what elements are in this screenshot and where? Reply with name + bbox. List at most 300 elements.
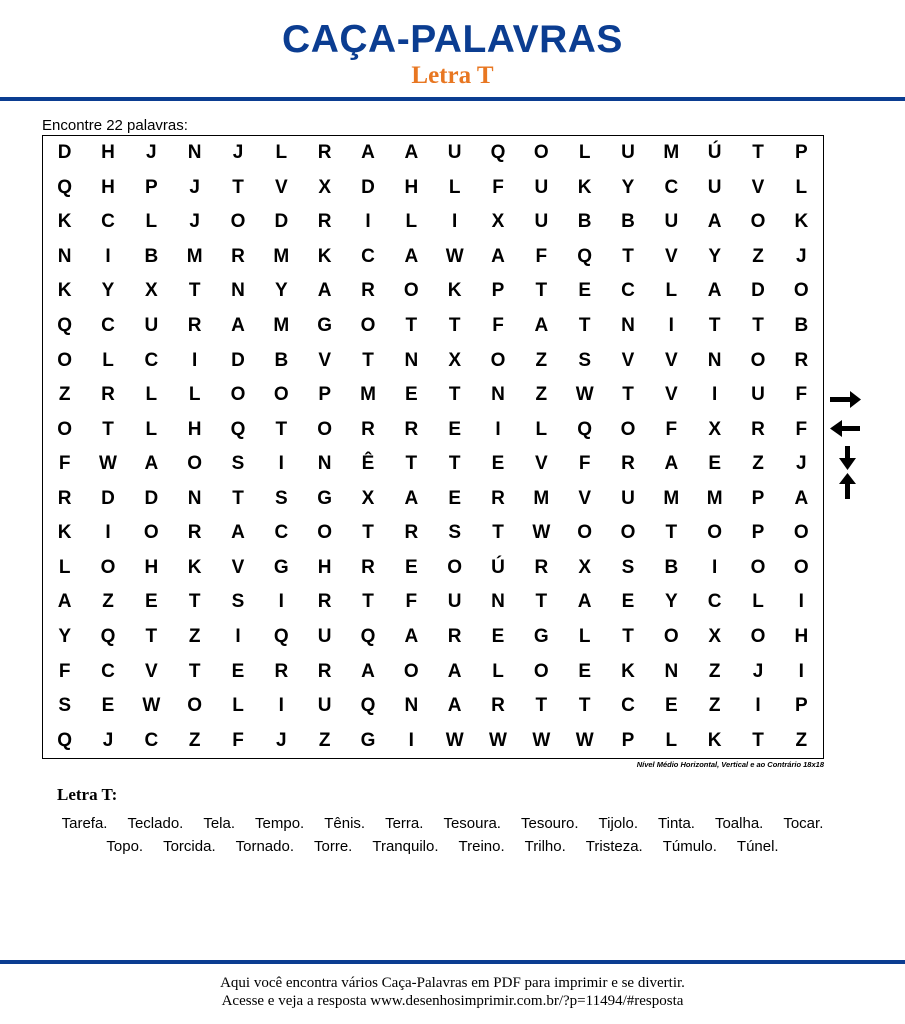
grid-cell: E bbox=[101, 695, 115, 717]
grid-cell: T bbox=[232, 176, 244, 198]
grid-cell: M bbox=[273, 245, 290, 267]
grid-cell: L bbox=[665, 729, 678, 751]
grid-cell: J bbox=[232, 142, 244, 164]
grid-cell: V bbox=[534, 453, 548, 475]
grid-cell: Y bbox=[274, 280, 288, 302]
grid-cell: X bbox=[578, 556, 591, 578]
grid-cell: O bbox=[317, 522, 333, 544]
grid-cell: R bbox=[187, 522, 202, 544]
grid-cell: F bbox=[405, 591, 418, 613]
grid-cell: B bbox=[577, 211, 592, 233]
grid-cell: S bbox=[231, 453, 245, 475]
grid-cell: L bbox=[578, 142, 591, 164]
grid-cell: Y bbox=[58, 626, 71, 648]
grid-cell: S bbox=[448, 522, 461, 544]
grid-cell: R bbox=[317, 142, 332, 164]
grid-cell: Z bbox=[795, 729, 808, 751]
grid-cell: A bbox=[317, 280, 332, 302]
grid-cell: M bbox=[663, 487, 680, 509]
word-item: Túnel. bbox=[736, 838, 779, 855]
grid-cell: P bbox=[621, 729, 635, 751]
footer-line-2: Acesse e veja a resposta www.desenhosimprimir.com.br/?p=11494/#resposta bbox=[221, 993, 684, 1009]
grid-cell: S bbox=[578, 349, 591, 371]
grid-cell: J bbox=[276, 729, 287, 751]
grid-cell: V bbox=[621, 349, 635, 371]
grid-cell: W bbox=[99, 453, 117, 475]
grid-cell: E bbox=[404, 556, 418, 578]
grid-cell: V bbox=[578, 487, 591, 509]
grid-cell: O bbox=[187, 695, 203, 717]
grid-cell: T bbox=[492, 522, 504, 544]
direction-arrows bbox=[826, 388, 866, 503]
grid-cell: C bbox=[144, 349, 159, 371]
grid-cell: R bbox=[491, 487, 505, 509]
grid-cell: U bbox=[317, 626, 332, 648]
grid-cell: T bbox=[535, 591, 548, 613]
grid-cell: O bbox=[793, 522, 809, 544]
grid-cell: L bbox=[275, 142, 288, 164]
grid-cell: Z bbox=[535, 384, 548, 406]
grid-cell: R bbox=[621, 453, 635, 475]
grid-cell: O bbox=[403, 660, 419, 682]
grid-cell: O bbox=[447, 556, 463, 578]
grid-cell: Q bbox=[100, 626, 116, 648]
grid-cell: F bbox=[535, 245, 548, 267]
grid-cell: U bbox=[621, 487, 635, 509]
grid-cell: Q bbox=[360, 695, 376, 717]
grid-cell: I bbox=[452, 211, 458, 233]
grid-cell: F bbox=[232, 729, 244, 751]
grid-cell: H bbox=[101, 142, 115, 164]
grid-cell: V bbox=[664, 349, 678, 371]
grid-cell: B bbox=[794, 315, 809, 337]
grid-cell: X bbox=[448, 349, 461, 371]
grid-cell: H bbox=[101, 176, 115, 198]
word-item: Trilho. bbox=[524, 838, 566, 855]
grid-cell: L bbox=[188, 384, 201, 406]
arrow-up-icon bbox=[839, 473, 856, 499]
grid-cell: E bbox=[578, 280, 591, 302]
grid-cell: A bbox=[57, 591, 72, 613]
grid-cell: K bbox=[794, 211, 809, 233]
grid-cell: R bbox=[231, 245, 245, 267]
grid-cell: R bbox=[317, 211, 332, 233]
grid-cell: Z bbox=[708, 660, 721, 682]
grid-cell: O bbox=[57, 418, 73, 440]
grid-cell: E bbox=[578, 660, 591, 682]
grid-cell: C bbox=[101, 660, 115, 682]
word-item: Teclado. bbox=[127, 815, 184, 832]
grid-cell: B bbox=[274, 349, 289, 371]
grid-cell: B bbox=[144, 245, 159, 267]
grid-cell: L bbox=[58, 556, 71, 578]
word-item: Tesoura. bbox=[443, 815, 501, 832]
grid-cell: J bbox=[189, 176, 200, 198]
grid-cell: A bbox=[231, 315, 245, 337]
grid-cell: R bbox=[447, 626, 462, 648]
grid-cell: R bbox=[274, 660, 289, 682]
word-item: Tocar. bbox=[783, 815, 824, 832]
grid-cell: Z bbox=[708, 695, 721, 717]
grid-cell: O bbox=[577, 522, 593, 544]
grid-cell: T bbox=[188, 660, 201, 682]
grid-cell: V bbox=[318, 349, 331, 371]
grid-cell: W bbox=[445, 245, 464, 267]
grid-cell: A bbox=[361, 142, 375, 164]
grid-cell: N bbox=[707, 349, 722, 371]
grid-cell: R bbox=[794, 349, 809, 371]
grid-cell: E bbox=[621, 591, 635, 613]
grid-cell: O bbox=[663, 626, 679, 648]
grid-cell: R bbox=[491, 695, 505, 717]
grid-cell: J bbox=[796, 453, 807, 475]
grid-cell: I bbox=[235, 626, 241, 648]
word-item: Tesouro. bbox=[520, 815, 579, 832]
grid-cell: H bbox=[794, 626, 809, 648]
grid-cell: J bbox=[146, 142, 157, 164]
grid-cell: I bbox=[105, 245, 111, 267]
grid-cell: A bbox=[447, 660, 462, 682]
grid-cell: Z bbox=[188, 729, 201, 751]
word-item: Tela. bbox=[203, 815, 236, 832]
grid-cell: T bbox=[102, 418, 114, 440]
grid-cell: R bbox=[404, 522, 419, 544]
word-item: Torcida. bbox=[163, 838, 216, 855]
grid-cell: V bbox=[274, 176, 288, 198]
grid-cell: G bbox=[360, 729, 376, 751]
grid-cell: Z bbox=[102, 591, 114, 613]
grid-cell: V bbox=[664, 384, 678, 406]
grid-cell: K bbox=[57, 211, 72, 233]
grid-cell: Y bbox=[664, 591, 678, 613]
grid-cell: L bbox=[405, 211, 418, 233]
grid-cell: T bbox=[405, 453, 418, 475]
grid-cell: K bbox=[317, 245, 332, 267]
word-search-grid bbox=[42, 135, 824, 759]
grid-cell: O bbox=[57, 349, 73, 371]
grid-cell: T bbox=[275, 418, 288, 440]
grid-cell: Z bbox=[535, 349, 548, 371]
grid-cell: S bbox=[274, 487, 288, 509]
grid-cell: O bbox=[793, 556, 809, 578]
grid-cell: E bbox=[448, 487, 461, 509]
wordlist-title: Letra T: bbox=[57, 785, 118, 804]
wordlist bbox=[50, 812, 835, 858]
grid-cell: N bbox=[664, 660, 679, 682]
grid-cell: N bbox=[187, 142, 202, 164]
grid-cell: D bbox=[231, 349, 245, 371]
grid-cell: O bbox=[273, 384, 289, 406]
grid-cell: M bbox=[186, 245, 203, 267]
grid-cell: I bbox=[408, 729, 414, 751]
grid-cell: O bbox=[750, 349, 766, 371]
grid-cell: K bbox=[57, 280, 72, 302]
grid-cell: R bbox=[317, 660, 332, 682]
grid-cell: O bbox=[533, 660, 549, 682]
grid-cell: T bbox=[708, 315, 721, 337]
grid-cell: C bbox=[274, 522, 289, 544]
grid-cell: R bbox=[361, 418, 375, 440]
grid-cell: Q bbox=[230, 418, 246, 440]
grid-cell: P bbox=[318, 384, 331, 406]
grid-cell: M bbox=[273, 315, 290, 337]
grid-cell: B bbox=[664, 556, 679, 578]
grid-cell: N bbox=[491, 384, 505, 406]
grid-cell: T bbox=[535, 280, 548, 302]
grid-cell: A bbox=[404, 245, 419, 267]
grid-cell: T bbox=[622, 384, 634, 406]
grid-cell: T bbox=[188, 591, 201, 613]
grid-cell: Q bbox=[57, 315, 73, 337]
grid-cell: E bbox=[491, 626, 505, 648]
instruction-text: Encontre 22 palavras: bbox=[42, 117, 188, 134]
grid-cell: T bbox=[232, 487, 244, 509]
grid-cell: M bbox=[360, 384, 376, 406]
grid-cell: I bbox=[105, 522, 111, 544]
grid-cell: I bbox=[755, 695, 761, 717]
grid-cell: X bbox=[708, 418, 721, 440]
grid-cell: U bbox=[447, 591, 462, 613]
grid-cell: I bbox=[278, 695, 284, 717]
grid-cell: W bbox=[445, 729, 464, 751]
grid-cell: M bbox=[533, 487, 550, 509]
grid-cell: X bbox=[318, 176, 331, 198]
grid-cell: P bbox=[144, 176, 158, 198]
grid-cell: V bbox=[664, 245, 678, 267]
grid-cell: P bbox=[751, 522, 765, 544]
grid-cell: O bbox=[533, 142, 549, 164]
grid-cell: A bbox=[491, 245, 505, 267]
grid-cell: R bbox=[187, 315, 202, 337]
grid-cell: U bbox=[447, 142, 462, 164]
grid-cell: T bbox=[145, 626, 158, 648]
grid-cell: Z bbox=[318, 729, 331, 751]
grid-cell: R bbox=[101, 384, 115, 406]
page-title: CAÇA-PALAVRAS bbox=[282, 18, 623, 61]
footer-line-1: Aqui você encontra vários Caça-Palavras em PDF para imprimir e se divertir. bbox=[220, 975, 685, 991]
word-item: Treino. bbox=[458, 838, 505, 855]
grid-cell: Z bbox=[752, 245, 764, 267]
grid-cell: O bbox=[620, 418, 636, 440]
grid-cell: O bbox=[403, 280, 419, 302]
word-item: Tornado. bbox=[235, 838, 294, 855]
grid-cell: O bbox=[143, 522, 159, 544]
grid-cell: O bbox=[793, 280, 809, 302]
grid-cell: T bbox=[535, 695, 548, 717]
grid-cell: A bbox=[404, 487, 419, 509]
grid-cell: Ú bbox=[491, 556, 505, 578]
grid-cell: L bbox=[145, 418, 158, 440]
grid-cell: O bbox=[317, 418, 333, 440]
grid-cell: H bbox=[187, 418, 202, 440]
grid-cell: A bbox=[404, 142, 419, 164]
grid-cell: U bbox=[534, 176, 549, 198]
grid-cell: W bbox=[489, 729, 507, 751]
grid-cell: Q bbox=[577, 245, 593, 267]
grid-cell: U bbox=[751, 384, 765, 406]
grid-cell: T bbox=[752, 729, 764, 751]
grid-cell: T bbox=[665, 522, 678, 544]
grid-cell: T bbox=[448, 315, 461, 337]
word-item: Tranquilo. bbox=[372, 838, 439, 855]
grid-cell: O bbox=[230, 211, 246, 233]
grid-cell: T bbox=[188, 280, 201, 302]
grid-cell: O bbox=[750, 556, 766, 578]
grid-cell: T bbox=[622, 626, 634, 648]
grid-cell: Z bbox=[58, 384, 71, 406]
grid-cell: N bbox=[231, 280, 245, 302]
grid-cell: F bbox=[578, 453, 591, 475]
grid-cell: A bbox=[447, 695, 462, 717]
grid-cell: D bbox=[144, 487, 159, 509]
grid-cell: D bbox=[57, 142, 72, 164]
grid-cell: Ê bbox=[361, 453, 375, 475]
grid-cell: G bbox=[533, 626, 549, 648]
grid-cell: H bbox=[404, 176, 419, 198]
grid-cell: R bbox=[317, 591, 332, 613]
grid-cell: R bbox=[534, 556, 549, 578]
grid-cell: J bbox=[752, 660, 764, 682]
grid-cell: Y bbox=[101, 280, 115, 302]
grid-cell: K bbox=[621, 660, 635, 682]
grid-cell: C bbox=[621, 695, 635, 717]
grid-cell: N bbox=[491, 591, 505, 613]
grid-cell: T bbox=[622, 245, 634, 267]
grid-cell: L bbox=[145, 211, 158, 233]
grid-cell: L bbox=[665, 280, 678, 302]
page-subtitle: Letra T bbox=[411, 62, 494, 89]
grid-cell: O bbox=[490, 349, 506, 371]
grid-cell: G bbox=[273, 556, 289, 578]
grid-cell: U bbox=[707, 176, 722, 198]
grid-cell: T bbox=[362, 522, 374, 544]
grid-cell: Q bbox=[57, 729, 73, 751]
grid-cell: N bbox=[404, 695, 419, 717]
word-item: Toalha. bbox=[714, 815, 764, 832]
grid-cell: Q bbox=[490, 142, 506, 164]
grid-cell: F bbox=[58, 660, 71, 682]
grid-cell: R bbox=[361, 556, 375, 578]
grid-cell: N bbox=[317, 453, 332, 475]
grid-cell: V bbox=[144, 660, 158, 682]
grid-cell: P bbox=[491, 280, 505, 302]
grid-cell: N bbox=[187, 487, 202, 509]
grid-cell: Z bbox=[752, 453, 764, 475]
grid-cell: I bbox=[798, 591, 804, 613]
grid-cell: C bbox=[707, 591, 722, 613]
grid-cell: Q bbox=[57, 176, 73, 198]
grid-cell: L bbox=[102, 349, 114, 371]
grid-cell: C bbox=[621, 280, 635, 302]
grid-cell: T bbox=[752, 315, 764, 337]
grid-cell: T bbox=[578, 695, 591, 717]
grid-cell: A bbox=[707, 211, 722, 233]
grid-cell: L bbox=[145, 384, 158, 406]
grid-cell: T bbox=[448, 384, 461, 406]
word-item: Torre. bbox=[314, 838, 353, 855]
grid-cell: L bbox=[535, 418, 548, 440]
grid-cell: D bbox=[101, 487, 115, 509]
header-divider bbox=[0, 97, 905, 101]
grid-cell: L bbox=[448, 176, 461, 198]
grid-cell: Q bbox=[577, 418, 593, 440]
grid-cell: S bbox=[58, 695, 71, 717]
grid-cell: R bbox=[361, 280, 375, 302]
grid-cell: F bbox=[665, 418, 678, 440]
grid-cell: C bbox=[664, 176, 679, 198]
grid-cell: H bbox=[317, 556, 332, 578]
grid-cell: E bbox=[404, 384, 418, 406]
grid-cell: I bbox=[668, 315, 674, 337]
grid-cell: R bbox=[751, 418, 765, 440]
word-item: Tinta. bbox=[658, 815, 695, 832]
grid-cell: G bbox=[317, 315, 333, 337]
grid-cell: E bbox=[491, 453, 505, 475]
grid-cell: O bbox=[750, 211, 766, 233]
grid-cell: O bbox=[620, 522, 636, 544]
grid-cell: A bbox=[361, 660, 375, 682]
grid-cell: C bbox=[101, 211, 115, 233]
grid-cell: U bbox=[664, 211, 679, 233]
grid-cell: X bbox=[144, 280, 158, 302]
grid-cell: T bbox=[752, 142, 764, 164]
grid-cell: A bbox=[231, 522, 245, 544]
grid-cell: O bbox=[360, 315, 376, 337]
grid-cell: L bbox=[795, 176, 808, 198]
grid-cell: F bbox=[492, 176, 504, 198]
grid-cell: T bbox=[405, 315, 418, 337]
word-item: Túmulo. bbox=[662, 838, 717, 855]
level-note: Nível Médio Horizontal, Vertical e ao Contrário 18x18 bbox=[636, 760, 824, 769]
grid-cell: G bbox=[317, 487, 333, 509]
grid-cell: R bbox=[57, 487, 72, 509]
grid-cell: M bbox=[706, 487, 723, 509]
grid-cell: W bbox=[532, 522, 551, 544]
grid-cell: I bbox=[495, 418, 501, 440]
grid-cell: W bbox=[575, 729, 594, 751]
grid-cell: S bbox=[621, 556, 635, 578]
grid-cell: K bbox=[57, 522, 72, 544]
grid-cell: U bbox=[621, 142, 635, 164]
grid-cell: W bbox=[532, 729, 551, 751]
grid-cell: Ú bbox=[707, 142, 722, 164]
grid-cell: S bbox=[231, 591, 245, 613]
grid-cell: E bbox=[708, 453, 721, 475]
grid-cell: X bbox=[708, 626, 721, 648]
grid-cell: A bbox=[144, 453, 159, 475]
grid-cell: E bbox=[231, 660, 245, 682]
grid-cell: I bbox=[278, 591, 284, 613]
grid-cell: E bbox=[144, 591, 158, 613]
grid-cell: Q bbox=[360, 626, 376, 648]
grid-cell: F bbox=[492, 315, 504, 337]
grid-cell: D bbox=[361, 176, 375, 198]
grid-cell: O bbox=[100, 556, 116, 578]
grid-cell: N bbox=[621, 315, 635, 337]
grid-cell: I bbox=[278, 453, 284, 475]
word-item: Tristeza. bbox=[585, 838, 643, 855]
grid-cell: N bbox=[404, 349, 419, 371]
grid-cell: D bbox=[751, 280, 765, 302]
grid-cell: X bbox=[361, 487, 375, 509]
grid-cell: R bbox=[404, 418, 419, 440]
grid-cell: M bbox=[663, 142, 680, 164]
grid-cell: I bbox=[798, 660, 804, 682]
grid-cell: P bbox=[794, 142, 808, 164]
grid-cell: O bbox=[750, 626, 766, 648]
grid-cell: D bbox=[274, 211, 289, 233]
grid-cell: J bbox=[796, 245, 807, 267]
